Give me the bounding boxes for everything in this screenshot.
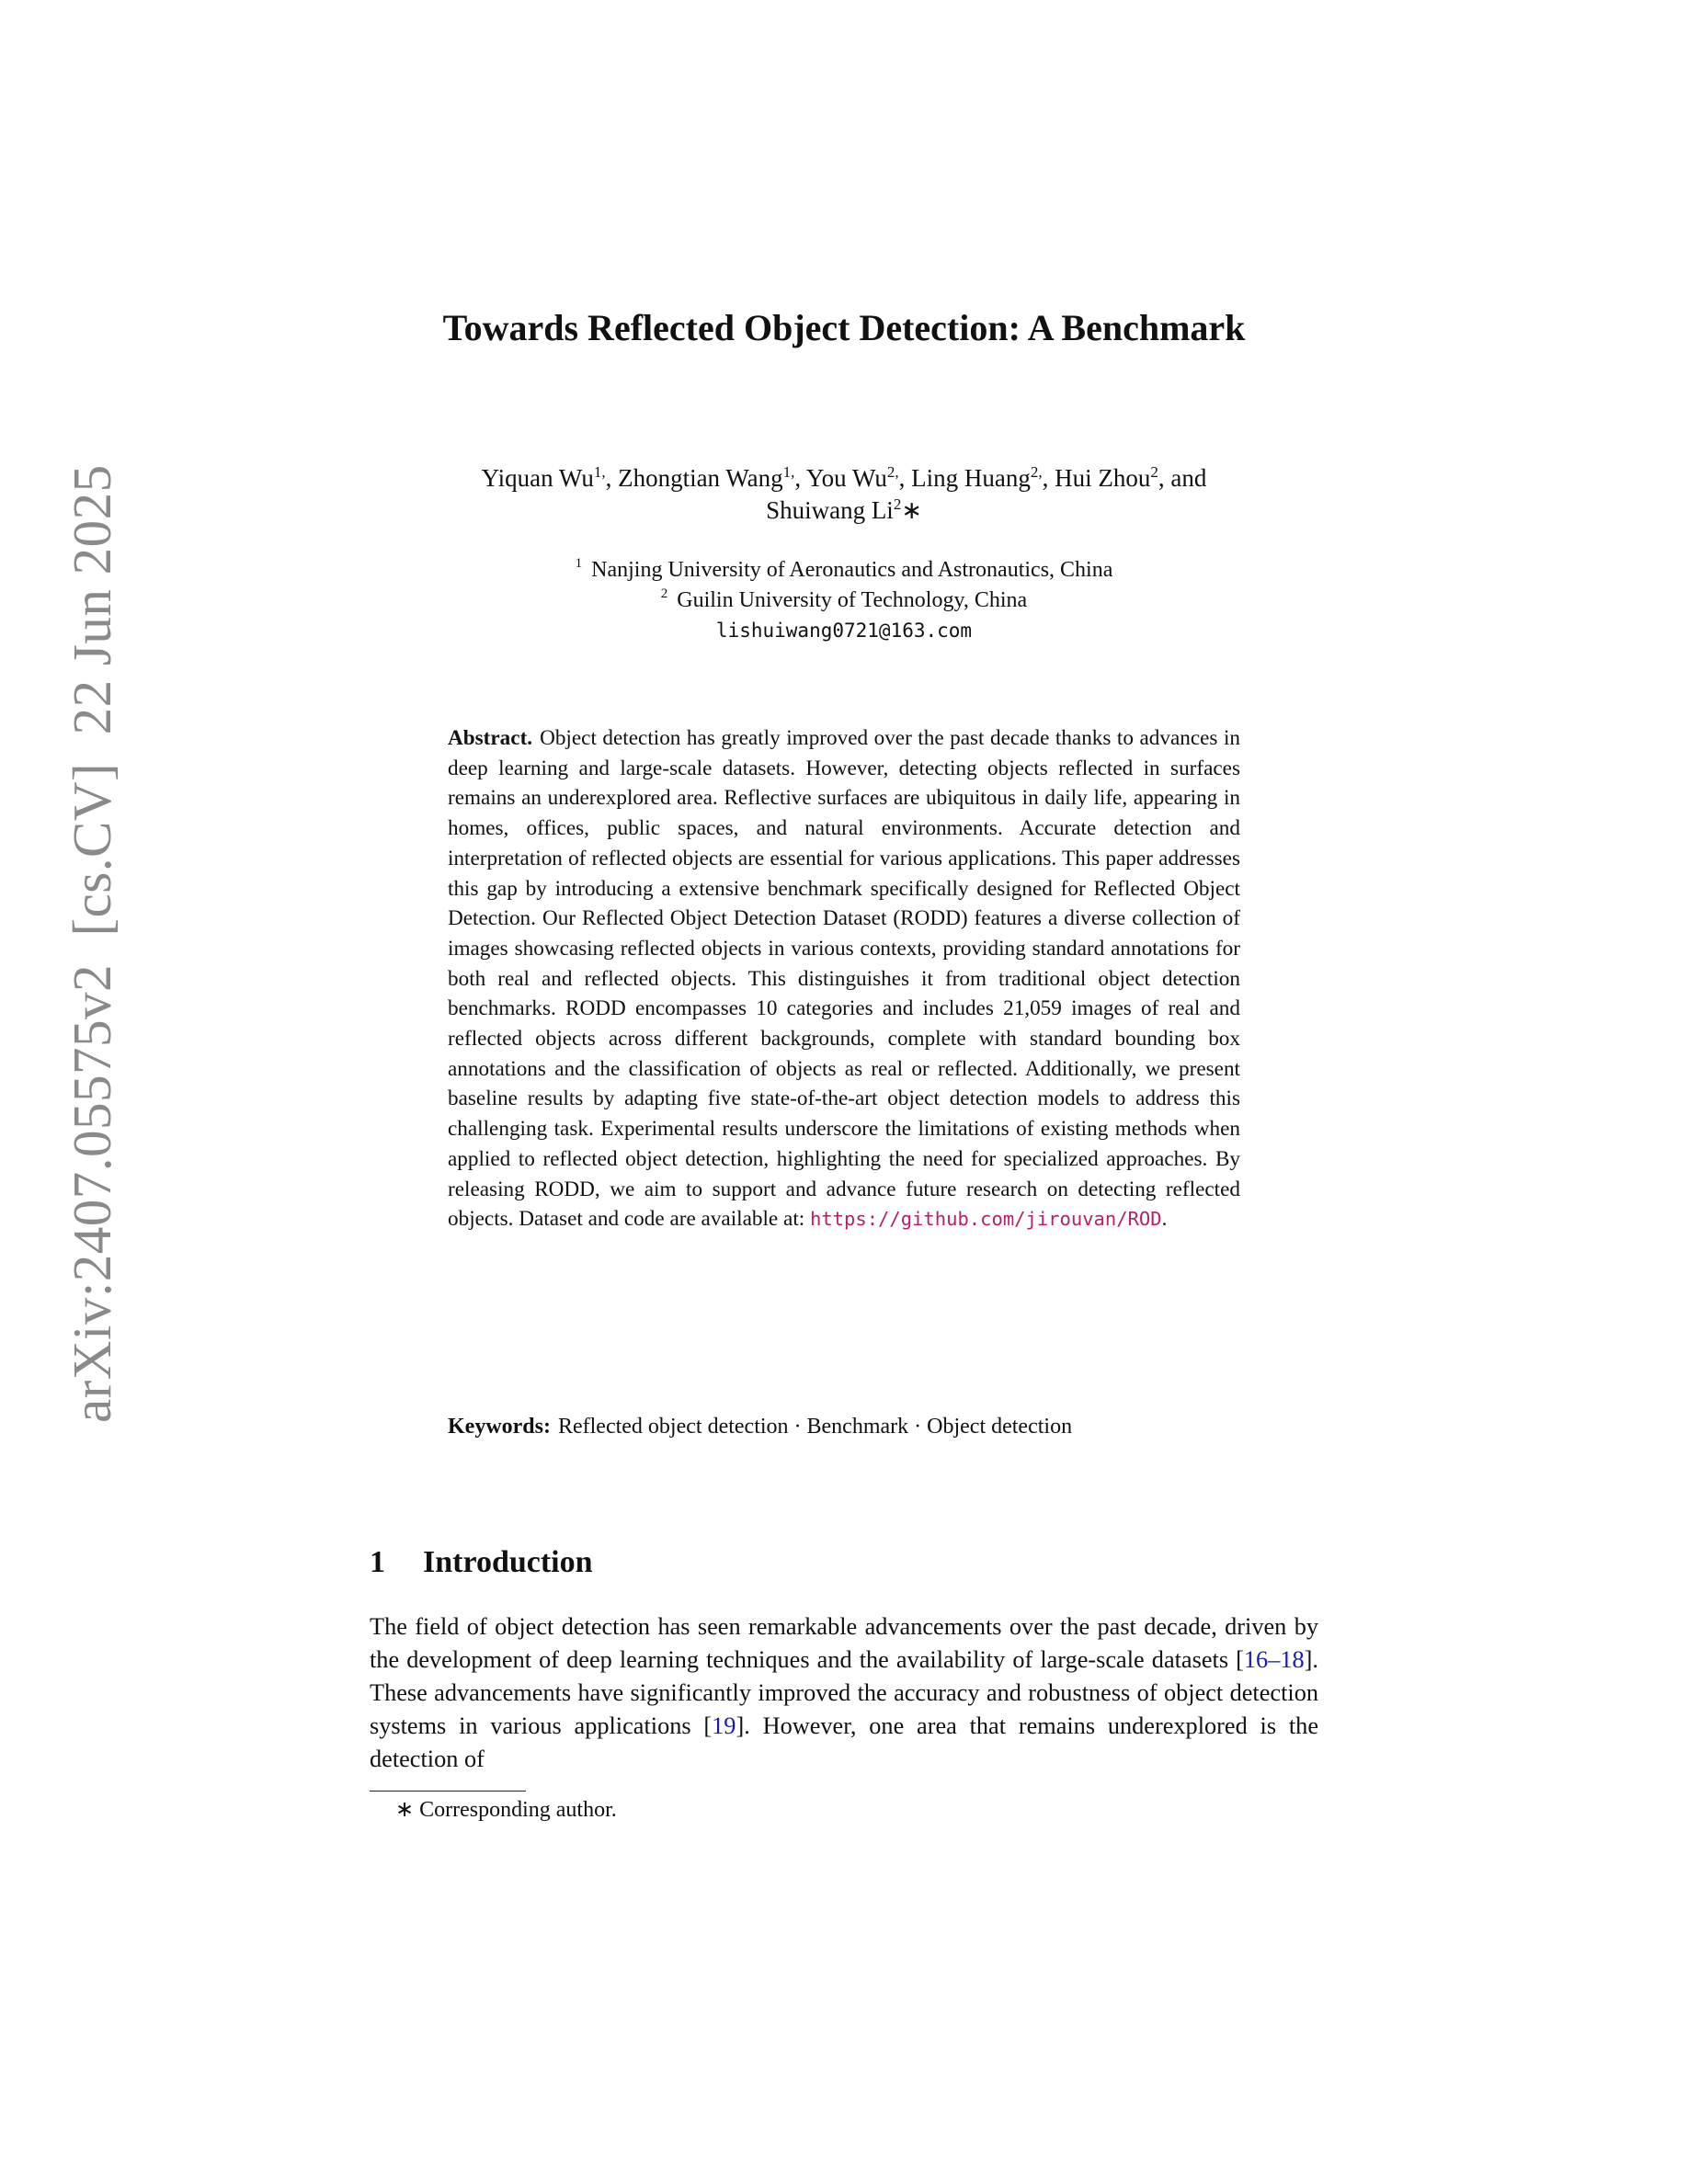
abstract [448, 723, 1240, 1234]
author-name: Zhongtian Wang [618, 464, 783, 492]
author-affiliation-mark: 1, [593, 463, 606, 481]
author [806, 464, 911, 492]
author-separator: , [1042, 464, 1055, 492]
author [766, 496, 922, 524]
author [482, 464, 618, 492]
corresponding-mark: ∗ [901, 496, 922, 524]
author-name: Hui Zhou [1055, 464, 1151, 492]
author [1055, 464, 1206, 492]
citation-link[interactable]: 16–18 [1243, 1646, 1305, 1673]
affiliations [423, 555, 1265, 646]
contact-email[interactable]: lishuiwang0721@163.com [715, 620, 973, 642]
author-separator: , [605, 464, 619, 492]
affiliation [423, 586, 1265, 616]
author-separator: , and [1158, 464, 1207, 492]
abstract-end: . [1161, 1207, 1168, 1232]
author-name: Yiquan Wu [481, 464, 594, 492]
author [911, 464, 1055, 492]
affiliation-name: Guilin University of Technology, China [677, 588, 1028, 612]
author-affiliation-mark: 2 [1150, 463, 1158, 481]
affiliation-name: Nanjing University of Aeronautics and Astronautics, China [591, 558, 1113, 582]
author-list [368, 462, 1320, 527]
author-affiliation-mark: 1, [782, 463, 795, 481]
affiliation [423, 555, 1265, 586]
keywords-label: Keywords: [448, 1415, 551, 1439]
intro-text: ]. However, one area that remains underexplored is the detection of [370, 1712, 1318, 1772]
author-name: Ling Huang [911, 464, 1031, 492]
paper-title: Towards Reflected Object Detection: A Benchmark [442, 307, 1246, 348]
arxiv-identifier: arXiv:2407.05575v2 [cs.CV] 22 Jun 2025 [62, 464, 122, 1423]
citation-link[interactable]: 19 [712, 1712, 736, 1739]
affiliation-number: 2 [660, 586, 668, 601]
author-name: Shuiwang Li [766, 496, 894, 524]
keywords [448, 1412, 1240, 1441]
affiliation-number: 1 [575, 556, 583, 571]
author-affiliation-mark: 2, [1030, 463, 1043, 481]
author-separator: , [898, 464, 912, 492]
keywords-text: Reflected object detection · Benchmark · Object detection [557, 1415, 1073, 1439]
intro-text: The field of object detection has seen remarkable advancements over the past decade, driven by the development of deep learning techniques and the availability of large-scale datasets [ [370, 1613, 1318, 1673]
section-heading [370, 1542, 1105, 1583]
abstract-label: Abstract. [448, 726, 533, 750]
section-number: 1 [370, 1545, 385, 1579]
abstract-text: Object detection has greatly improved over the past decade thanks to advances in deep learning and large-scale datasets. However, detecting objects reflected in surfaces remains an underexplored area. Reflective surfaces are ubiquitous in daily life, appearing in homes, offices, public spaces, and natural environments. Accurate detection and interpretation of reflected objects are essential for various applications. This paper addresses this gap by introducing a extensive benchmark specifically designed for Reflected Object Detection. Our Reflected Object Detection Dataset (RODD) features a diverse collection of images showcasing reflected objects in various contexts, providing standard annotations for both real and reflected objects. This distinguishes it from traditional object detection benchmarks. RODD encompasses 10 categories and includes 21,059 images of real and reflected objects across different backgrounds, complete with standard bounding box annotations and the classification of objects as real or reflected. Additionally, we present baseline results by adapting five state-of-the-art object detection models to address this challenging task. Experimental results underscore the limitations of existing methods when applied to reflected object detection, highlighting the need for specialized approaches. By releasing RODD, we aim to support and advance future research on detecting reflected objects. Dataset and code are available at: [448, 726, 1240, 1232]
intro-text: ]. These advancements have significantly improved the accuracy and robustness of object detection systems in various applications [ [370, 1646, 1318, 1739]
author-affiliation-mark: 2 [893, 495, 902, 513]
author-affiliation-mark: 2, [886, 463, 899, 481]
author-separator: , [794, 464, 806, 492]
dataset-link[interactable]: https://github.com/jirouvan/ROD [810, 1208, 1162, 1231]
footnote: ∗ Corresponding author. [395, 1798, 617, 1822]
section-title: Introduction [423, 1545, 593, 1579]
author-name: You Wu [805, 464, 887, 492]
footnote-divider [370, 1791, 526, 1792]
introduction-paragraph [370, 1610, 1318, 1776]
author [618, 464, 806, 492]
